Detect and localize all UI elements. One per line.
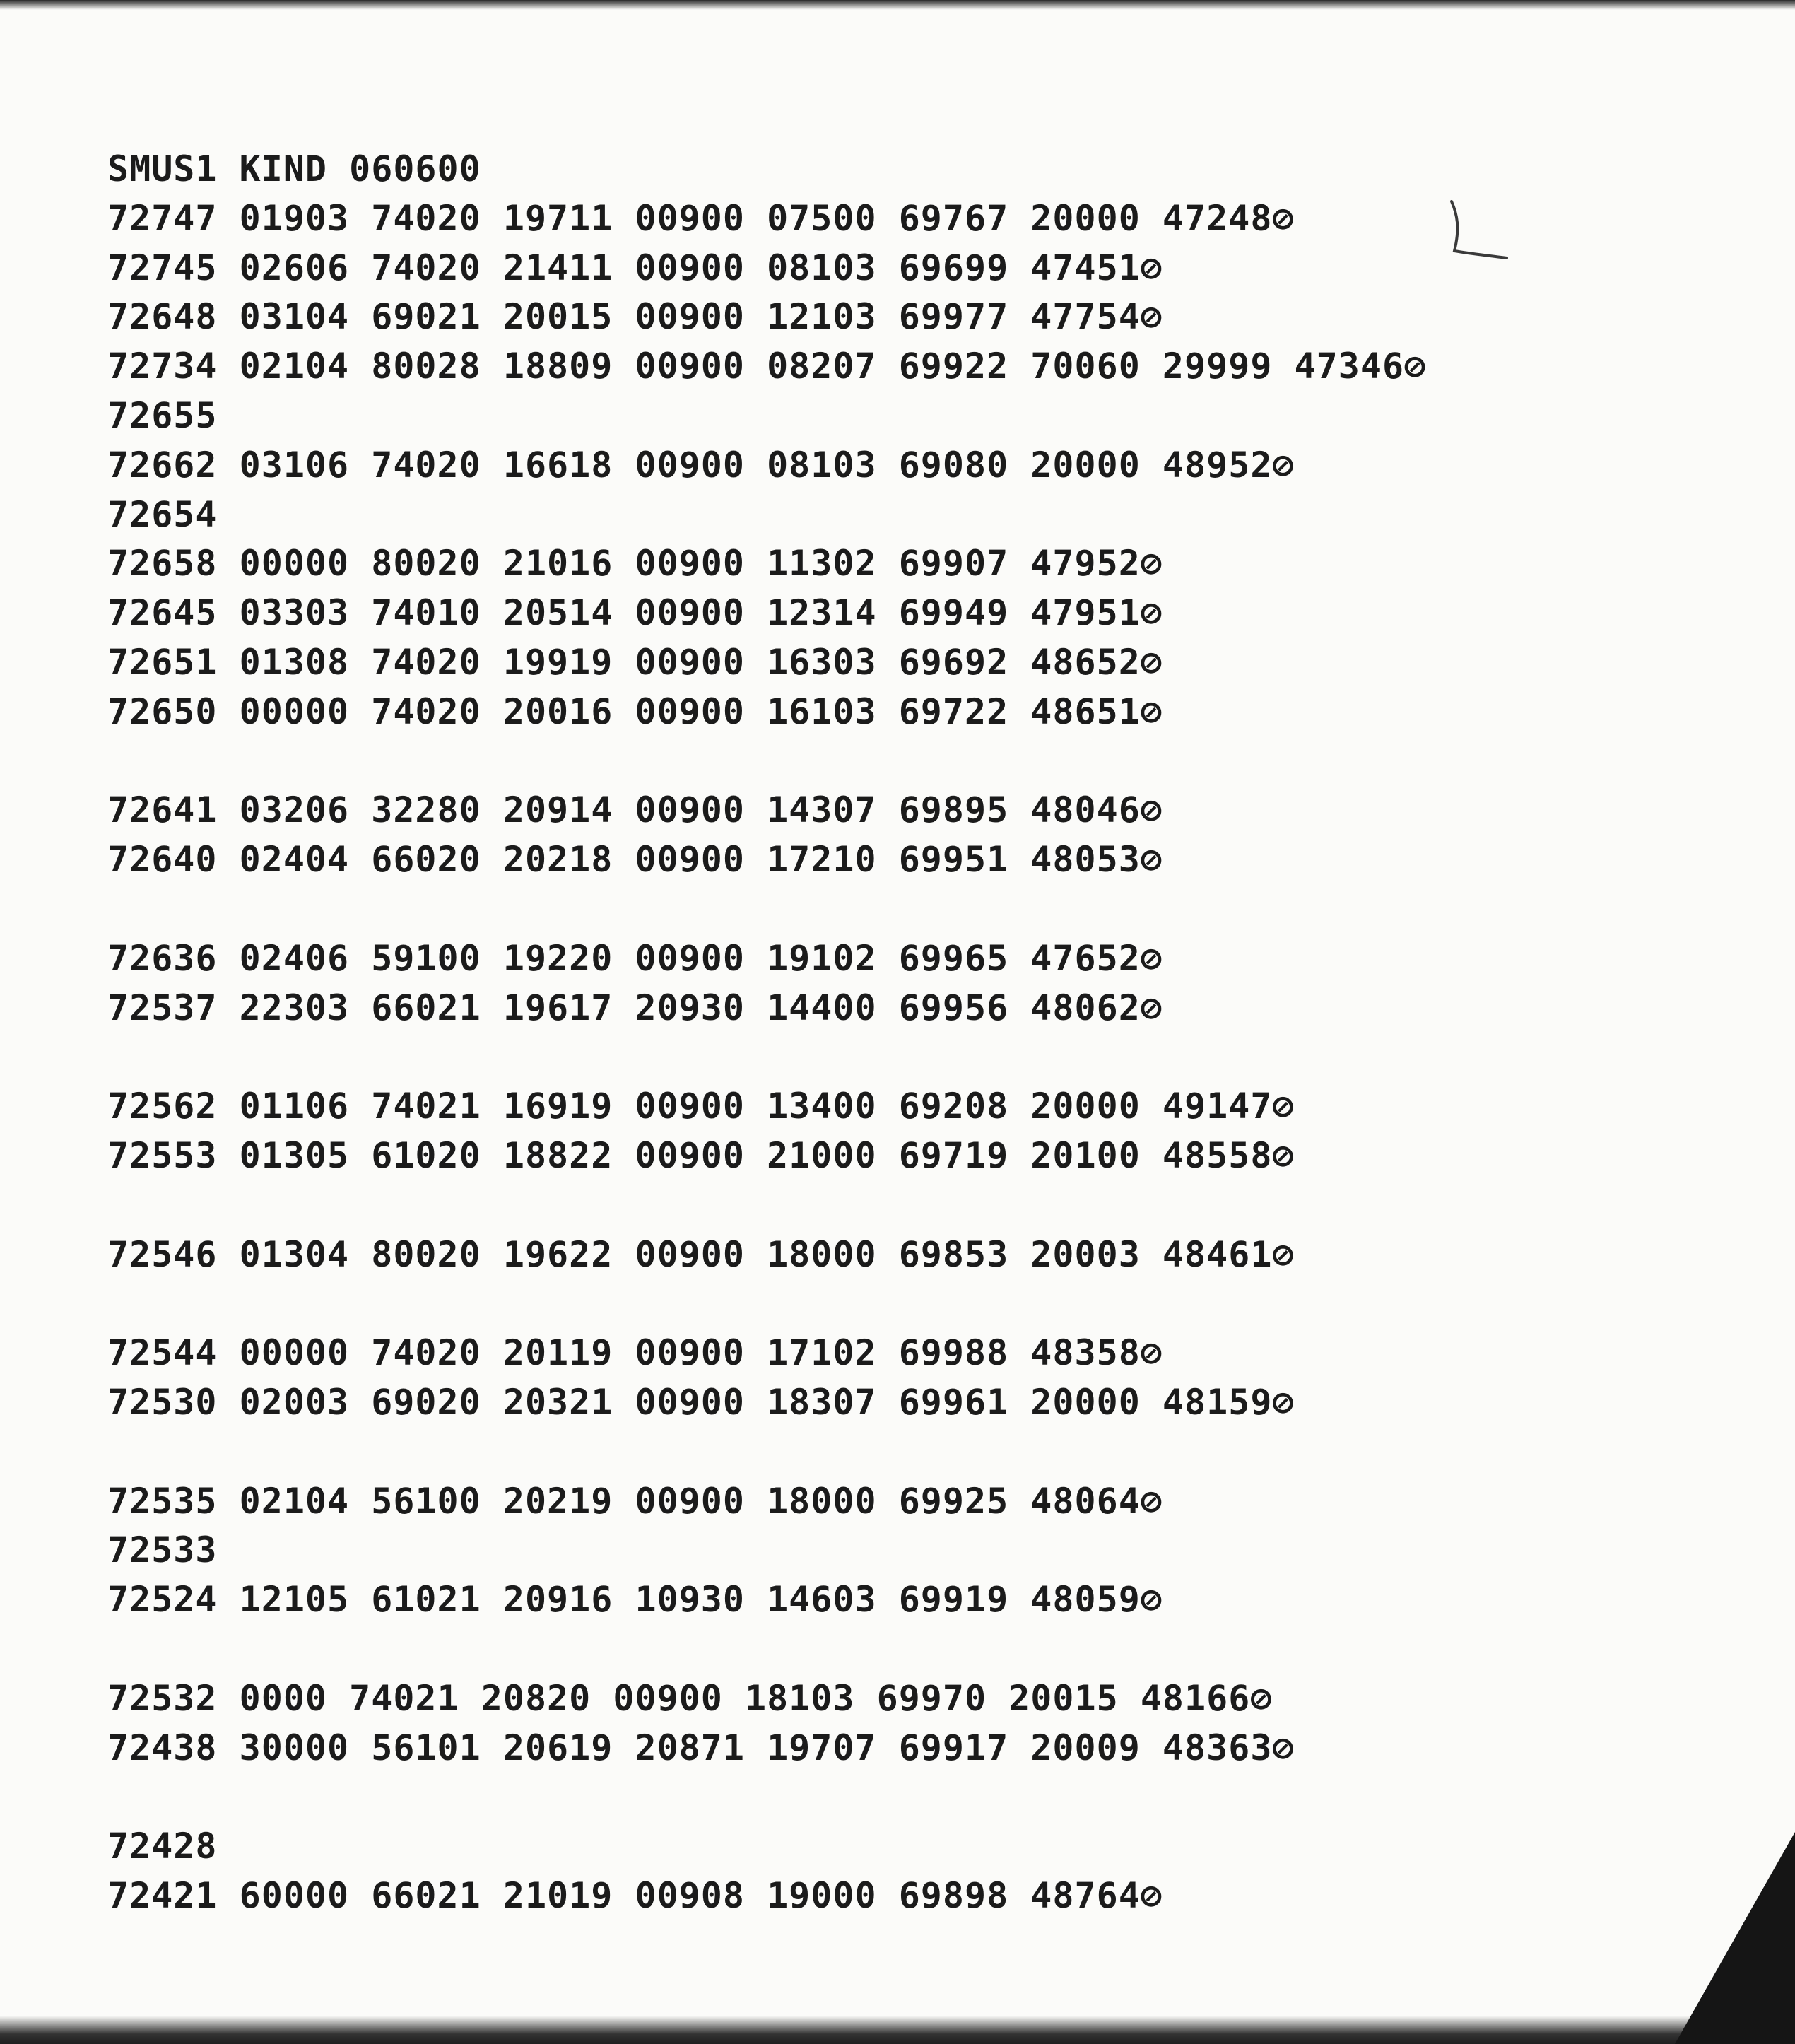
data-line: 72532 0000 74021 20820 00900 18103 69970 20015 48166⊘ xyxy=(107,1677,1273,1719)
data-line: 72562 01106 74021 16919 00900 13400 69208 20000 49147⊘ xyxy=(107,1086,1295,1127)
data-line: 72428 xyxy=(107,1826,218,1867)
data-line: 72662 03106 74020 16618 00900 08103 69080 20000 48952⊘ xyxy=(107,444,1295,486)
page-top-edge xyxy=(0,0,1795,10)
header-line: SMUS1 KIND 060600 xyxy=(107,148,481,189)
blank-line xyxy=(107,1033,1662,1082)
teletype-printout xyxy=(107,145,1662,1921)
data-line: 72524 12105 61021 20916 10930 14603 69919 48059⊘ xyxy=(107,1579,1163,1621)
data-line: 72648 03104 69021 20015 00900 12103 69977 47754⊘ xyxy=(107,296,1163,338)
blank-line xyxy=(107,1279,1662,1329)
blank-line xyxy=(107,1773,1662,1822)
data-line: 72544 00000 74020 20119 00900 17102 69988 48358⊘ xyxy=(107,1332,1163,1374)
data-line: 72438 30000 56101 20619 20871 19707 69917 20009 48363⊘ xyxy=(107,1727,1295,1768)
blank-line xyxy=(107,1625,1662,1674)
page-bottom-edge xyxy=(0,2016,1795,2044)
data-line: 72747 01903 74020 19711 00900 07500 69767 20000 47248⊘ xyxy=(107,197,1295,239)
data-line: 72654 xyxy=(107,493,218,535)
blank-line xyxy=(107,885,1662,934)
data-line: 72530 02003 69020 20321 00900 18307 69961 20000 48159⊘ xyxy=(107,1381,1295,1423)
torn-corner xyxy=(1675,1832,1795,2044)
data-line: 72553 01305 61020 18822 00900 21000 69719 20100 48558⊘ xyxy=(107,1134,1295,1176)
blank-line xyxy=(107,737,1662,787)
data-line: 72658 00000 80020 21016 00900 11302 69907 47952⊘ xyxy=(107,543,1163,585)
data-line: 72655 xyxy=(107,394,218,436)
data-line: 72537 22303 66021 19617 20930 14400 69956 48062⊘ xyxy=(107,987,1163,1028)
data-line: 72745 02606 74020 21411 00900 08103 69699 47451⊘ xyxy=(107,247,1163,288)
data-line: 72533 xyxy=(107,1529,218,1571)
data-line: 72645 03303 74010 20514 00900 12314 69949 47951⊘ xyxy=(107,592,1163,634)
blank-line xyxy=(107,1181,1662,1230)
data-line: 72546 01304 80020 19622 00900 18000 69853 20003 48461⊘ xyxy=(107,1233,1295,1275)
data-line: 72535 02104 56100 20219 00900 18000 69925 48064⊘ xyxy=(107,1480,1163,1522)
data-line: 72421 60000 66021 21019 00908 19000 69898 48764⊘ xyxy=(107,1874,1163,1916)
data-line: 72734 02104 80028 18809 00900 08207 69922 70060 29999 47346⊘ xyxy=(107,346,1427,387)
data-line: 72640 02404 66020 20218 00900 17210 69951 48053⊘ xyxy=(107,839,1163,881)
data-line: 72651 01308 74020 19919 00900 16303 69692 48652⊘ xyxy=(107,641,1163,683)
blank-line xyxy=(107,1428,1662,1477)
data-line: 72650 00000 74020 20016 00900 16103 69722 48651⊘ xyxy=(107,691,1163,732)
data-line: 72636 02406 59100 19220 00900 19102 69965 47652⊘ xyxy=(107,937,1163,979)
data-line: 72641 03206 32280 20914 00900 14307 69895 48046⊘ xyxy=(107,789,1163,831)
